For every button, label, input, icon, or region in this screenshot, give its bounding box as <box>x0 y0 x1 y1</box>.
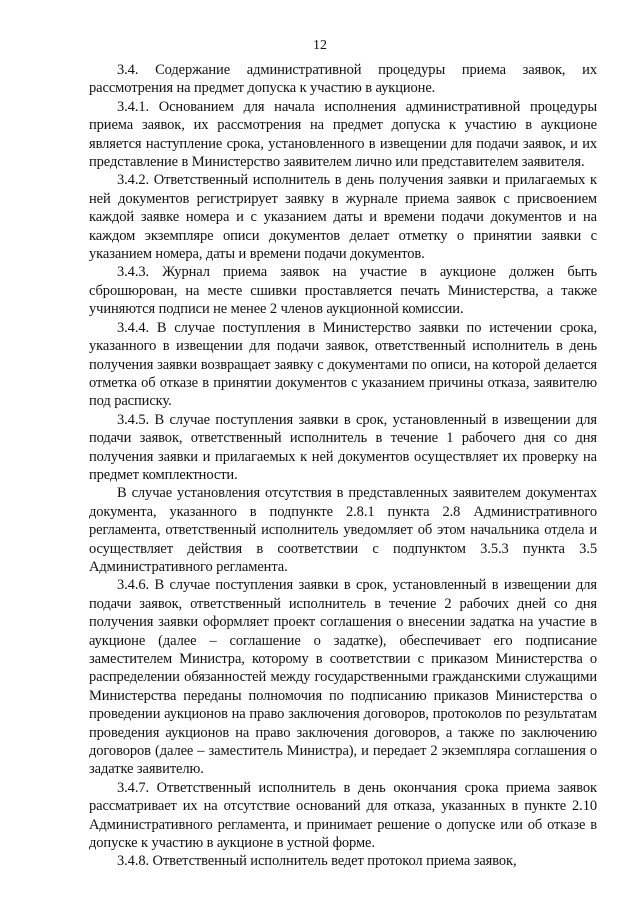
paragraph-3-4-5: 3.4.5. В случае поступления заявки в срок, установленный в извещении для подачи заявок, ответственный исполнитель в течение 1 рабочего дня со дня получения заявки и прилагаемых к ней документов осуществляет их проверку на предмет комплектности. <box>89 411 597 483</box>
paragraph-3-4-4: 3.4.4. В случае поступления в Министерство заявки по истечении срока, указанного в извещении для подачи заявок, ответственный исполнитель в день получения заявки возвращает заявку с документами по описи, на которой делается отметка об отказе в принятии документов с указанием причины отказа, заявителю под расписку. <box>89 319 597 410</box>
paragraph-3-4-1: 3.4.1. Основанием для начала исполнения административной процедуры приема заявок, их рассмотрения на предмет допуска к участию в аукционе является наступление срока, установленного в извещении для подачи заявок, и их представление в Министерство заявителем лично или представителем заявителя. <box>89 98 597 171</box>
page-number: 12 <box>313 38 327 53</box>
paragraph-3-4-7: 3.4.7. Ответственный исполнитель в день окончания срока приема заявок рассматривает их на отсутствие оснований для отказа, указанных в пункте 2.10 Административного регламента, и принимает решение о допуске или об отказе в допуске к участию в аукционе в устной форме. <box>89 779 597 852</box>
paragraph-3-4-5-continued: В случае установления отсутствия в представленных заявителем документах документа, указанного в подпункте 2.8.1 пункта 2.8 Административного регламента, ответственный исполнитель уведомляет об этом начальника отдела и осуществляет действия в соответствии с подпунктом 3.5.3 пункта 3.5 Административного регламента. <box>89 485 597 575</box>
paragraph-3-4-6: 3.4.6. В случае поступления заявки в срок, установленный в извещении для подачи заявок, ответственный исполнитель в течение 2 рабочих дней со дня получения заявки оформляет проект соглашения о внесении задатка на участие в аукционе (далее – соглашение о задатке), обеспечивает его подписание заместителем Министра, которому в соответствии с приказом Министерства о распределении обязанностей между государственными гражданскими служащими Министерства переданы полномочия по подписанию приказов Министерства о проведении аукционов на право заключения договоров, протоколов по результатам проведения аукционов на право заключения договоров, а также по заключению договоров (далее – заместитель Министра), и передает 2 экземпляра соглашения о задатке заявителю. <box>89 577 597 778</box>
paragraph-3-4-3: 3.4.3. Журнал приема заявок на участие в аукционе должен быть сброшюрован, на месте сшивки проставляется печать Министерства, а также учиняются подписи не менее 2 членов аукционной комиссии. <box>89 264 597 318</box>
paragraph-3-4-2: 3.4.2. Ответственный исполнитель в день получения заявки и прилагаемых к ней документов регистрирует заявку в журнале приема заявок с присвоением каждой заявке номера и с указанием даты и времени подачи документов и на каждом экземпляре описи документов делает отметку о принятии заявки с указанием номера, даты и времени подачи документов. <box>89 172 597 263</box>
paragraph-3-4: 3.4. Содержание административной процедуры приема заявок, их рассмотрения на предмет допуска к участию в аукционе. <box>89 62 597 97</box>
paragraph-3-4-8: 3.4.8. Ответственный исполнитель ведет протокол приема заявок, <box>117 853 517 870</box>
document-body <box>89 61 597 871</box>
